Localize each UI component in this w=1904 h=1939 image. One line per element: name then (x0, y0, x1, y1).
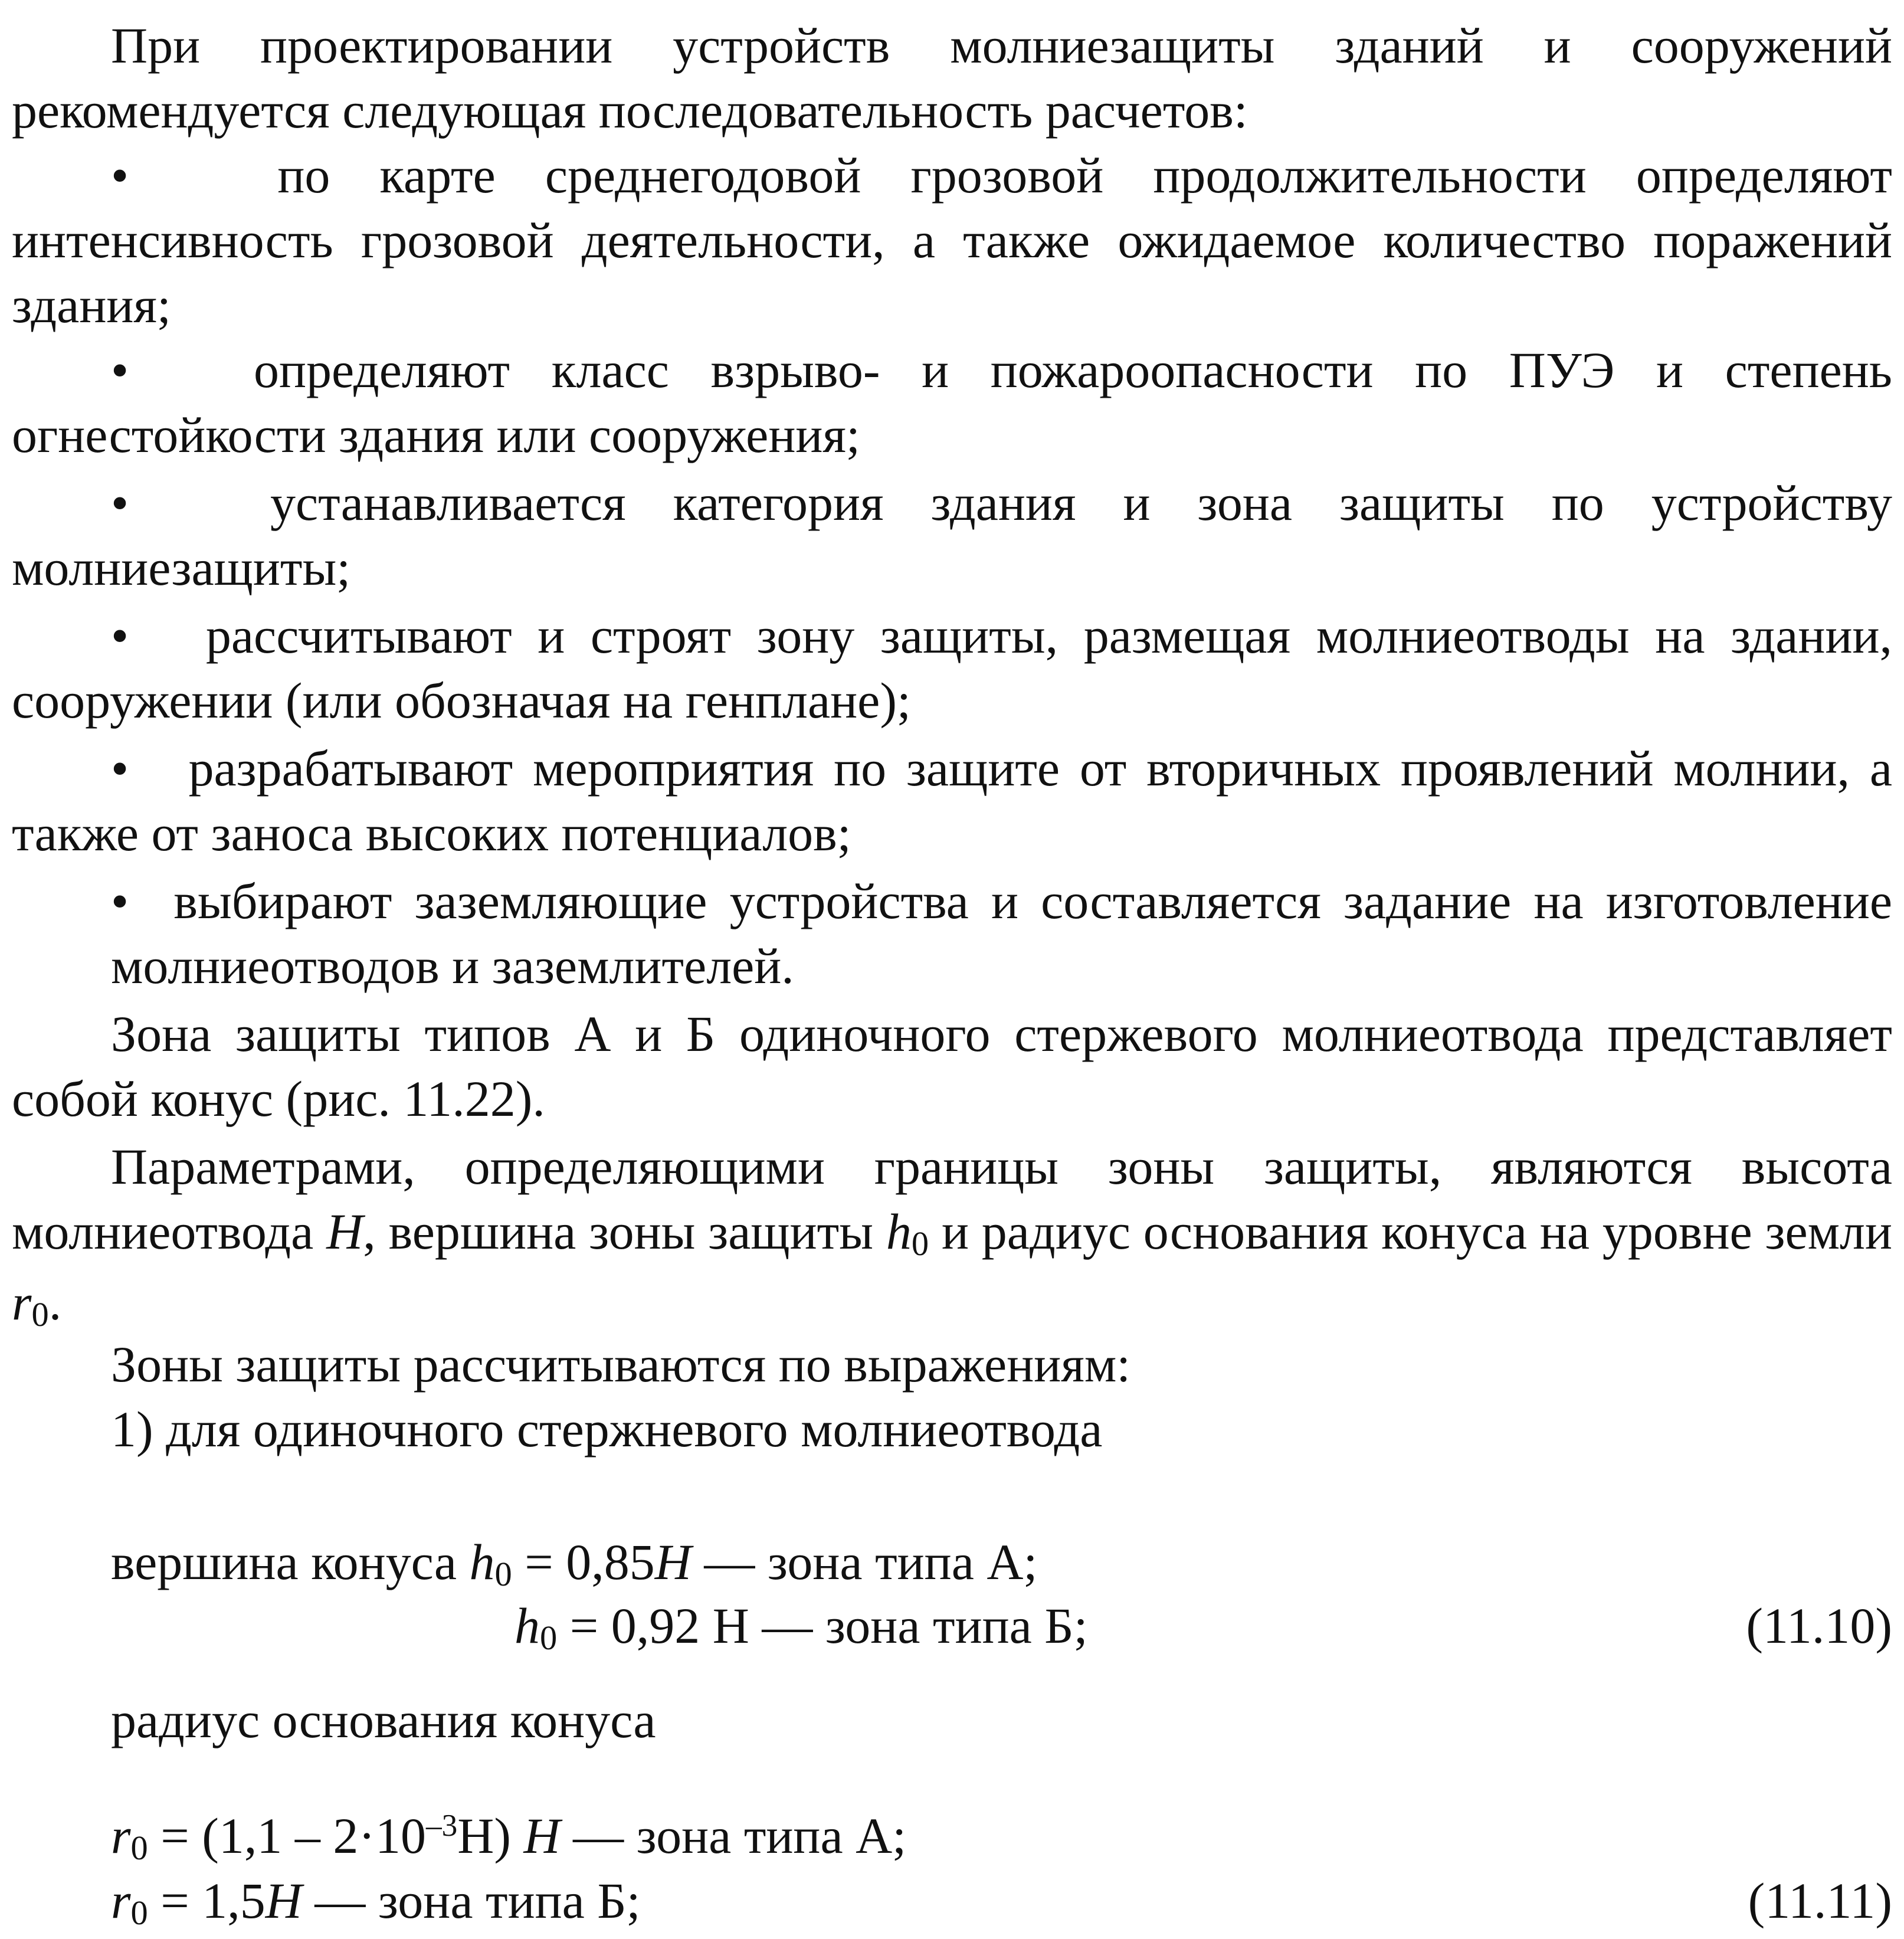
bullet-item (111, 869, 1892, 998)
bullet-text: устанавливается категория здания и зона защиты по устройству молниезащиты; (12, 474, 1892, 596)
bullet-icon: • (111, 147, 129, 204)
bullet-icon: • (111, 740, 129, 797)
parameters-paragraph: Параметрами, определяющими границы зоны защиты, являются высота молниеотвода H, вершина зоны защиты h0 и радиус основания конуса на уровне земли r0. (12, 1138, 1892, 1334)
bullet-text: разрабатывают мероприятия по защите от вторичных проявлений молнии, а также от заноса высоких потенциалов; (12, 740, 1892, 862)
bullet-icon: • (111, 342, 129, 398)
bullet-item (12, 470, 1892, 600)
bullet-text: рассчитывают и строят зону защиты, размещая молниеотводы на здании, сооружении (или обозначая на генплане); (12, 607, 1892, 729)
var-h0: h0 (886, 1203, 929, 1263)
bullet-text: по карте среднегодовой грозовой продолжительности определяют интенсивность грозовой деятельности, а также ожидаемое количество поражений здания; (12, 147, 1892, 333)
intro-paragraph: При проектировании устройств молниезащиты зданий и сооружений рекомендуется следующая последовательность расчетов: (12, 17, 1892, 139)
equation-11-10-line-2: h0 = 0,92 Н — зона типа Б; (514, 1597, 1088, 1657)
bullet-text: выбирают заземляющие устройства и составляется задание на изготовление молниеотводов и заземлителей. (111, 873, 1893, 994)
bullet-icon: • (111, 607, 129, 664)
bullet-icon: • (111, 474, 129, 531)
equation-number-11-10: (11.10) (1746, 1597, 1892, 1654)
bullet-item (12, 603, 1892, 733)
equation-11-11-line-2: r0 = 1,5H — зона типа Б; (111, 1872, 641, 1932)
list-item-1: 1) для одиночного стержневого молниеотвода (111, 1401, 1103, 1457)
bullet-item (12, 338, 1892, 467)
bullet-item (12, 143, 1892, 338)
zones-paragraph: Зоны защиты рассчитываются по выражениям: (111, 1336, 1131, 1393)
cone-paragraph: Зона защиты типов А и Б одиночного стержевого молниеотвода представляет собой конус (рис. 11.22). (12, 1005, 1892, 1127)
var-H: H (326, 1203, 363, 1260)
equation-number-11-11: (11.11) (1748, 1872, 1892, 1929)
bullet-icon: • (111, 873, 129, 929)
equation-11-10-line-1: вершина конуса h0 = 0,85H — зона типа А; (111, 1534, 1038, 1593)
equation-11-11-line-1: $r0 = (1,1 - 2\cdot 10^{-3}Н)$ H — зона типа А; (111, 1807, 907, 1867)
bullet-text: определяют класс взрыво- и пожароопасности по ПУЭ и степень огнестойкости здания или сооружения; (12, 342, 1893, 463)
bullet-item (12, 736, 1892, 866)
var-r0: r0 (12, 1274, 49, 1334)
radius-label: радиус основания конуса (111, 1692, 656, 1748)
